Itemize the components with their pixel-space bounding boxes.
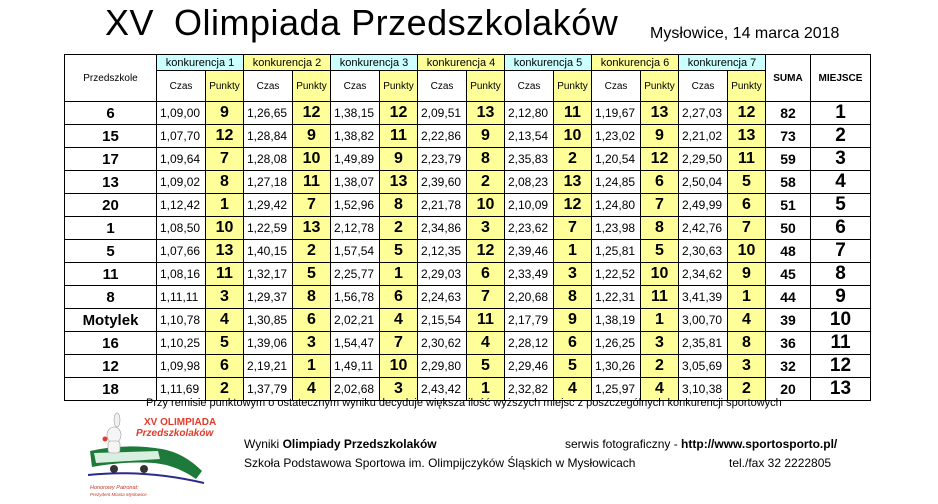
- points-cell: 7: [206, 148, 244, 171]
- time-cell: 2,30,63: [679, 240, 728, 263]
- time-cell: 2,43,42: [418, 378, 467, 401]
- time-cell: 1,09,00: [157, 102, 206, 125]
- school-cell: 11: [65, 263, 157, 286]
- points-cell: 3: [728, 355, 766, 378]
- train-icon: [88, 446, 204, 483]
- time-cell: 1,38,19: [592, 309, 641, 332]
- points-cell: 12: [467, 240, 505, 263]
- time-cell: 1,28,08: [244, 148, 293, 171]
- school-cell: 6: [65, 102, 157, 125]
- points-cell: 9: [554, 309, 592, 332]
- time-cell: 1,23,98: [592, 217, 641, 240]
- sum-cell: 73: [766, 125, 811, 148]
- school-header: Przedszkole: [65, 55, 157, 102]
- points-cell: 7: [554, 217, 592, 240]
- points-cell: 12: [728, 102, 766, 125]
- table-row: [65, 171, 871, 194]
- points-cell: 5: [380, 240, 418, 263]
- time-cell: 2,39,46: [505, 240, 554, 263]
- time-cell: 1,40,15: [244, 240, 293, 263]
- rank-header: MIEJSCE: [811, 55, 871, 102]
- time-cell: 2,29,46: [505, 355, 554, 378]
- points-cell: 3: [206, 286, 244, 309]
- points-cell: 5: [293, 263, 331, 286]
- time-cell: 2,42,76: [679, 217, 728, 240]
- time-cell: 1,30,26: [592, 355, 641, 378]
- competition-header: konkurencja 1: [157, 55, 244, 71]
- time-cell: 2,20,68: [505, 286, 554, 309]
- points-cell: 10: [467, 194, 505, 217]
- mascot-icon: [103, 413, 122, 453]
- time-cell: 3,00,70: [679, 309, 728, 332]
- time-cell: 1,07,70: [157, 125, 206, 148]
- time-cell: 1,25,97: [592, 378, 641, 401]
- points-cell: 7: [728, 217, 766, 240]
- points-cell: 3: [380, 378, 418, 401]
- points-cell: 13: [467, 102, 505, 125]
- time-cell: 1,23,02: [592, 125, 641, 148]
- time-cell: 1,39,06: [244, 332, 293, 355]
- points-cell: 11: [467, 309, 505, 332]
- rank-cell: 12: [811, 355, 871, 378]
- points-cell: 11: [728, 148, 766, 171]
- time-cell: 2,12,80: [505, 102, 554, 125]
- time-cell: 2,34,62: [679, 263, 728, 286]
- rank-cell: 2: [811, 125, 871, 148]
- points-cell: 8: [467, 148, 505, 171]
- rank-cell: 8: [811, 263, 871, 286]
- time-cell: 2,22,86: [418, 125, 467, 148]
- time-subheader: Czas: [418, 71, 467, 102]
- points-subheader: Punkty: [293, 71, 331, 102]
- time-cell: 1,56,78: [331, 286, 380, 309]
- time-cell: 2,02,68: [331, 378, 380, 401]
- points-cell: 9: [206, 102, 244, 125]
- points-cell: 10: [293, 148, 331, 171]
- logo-patron2: Prezydent Miasta Mysłowice: [90, 492, 147, 497]
- footer-school: Szkoła Podstawowa Sportowa im. Olimpijczyków Śląskich w Mysłowicach: [244, 456, 636, 470]
- time-cell: 2,39,60: [418, 171, 467, 194]
- time-cell: 1,29,42: [244, 194, 293, 217]
- time-cell: 1,25,81: [592, 240, 641, 263]
- points-cell: 9: [641, 125, 679, 148]
- points-cell: 2: [467, 171, 505, 194]
- points-cell: 7: [641, 194, 679, 217]
- time-subheader: Czas: [592, 71, 641, 102]
- school-cell: Motylek: [65, 309, 157, 332]
- footer-results-title: Olimpiady Przedszkolaków: [282, 437, 437, 451]
- time-cell: 1,24,80: [592, 194, 641, 217]
- sum-cell: 39: [766, 309, 811, 332]
- time-cell: 2,15,54: [418, 309, 467, 332]
- sum-header: SUMA: [766, 55, 811, 102]
- school-cell: 15: [65, 125, 157, 148]
- time-cell: 1,19,67: [592, 102, 641, 125]
- time-cell: 1,22,52: [592, 263, 641, 286]
- points-cell: 2: [641, 355, 679, 378]
- sum-cell: 44: [766, 286, 811, 309]
- time-cell: 2,30,62: [418, 332, 467, 355]
- table-row: [65, 102, 871, 125]
- rank-cell: 9: [811, 286, 871, 309]
- time-cell: 2,35,81: [679, 332, 728, 355]
- school-cell: 1: [65, 217, 157, 240]
- points-subheader: Punkty: [728, 71, 766, 102]
- points-cell: 5: [206, 332, 244, 355]
- footer-results-prefix: Wyniki: [244, 437, 283, 451]
- time-cell: 1,09,02: [157, 171, 206, 194]
- time-cell: 1,20,54: [592, 148, 641, 171]
- points-cell: 6: [554, 332, 592, 355]
- table-row: [65, 148, 871, 171]
- time-cell: 1,32,17: [244, 263, 293, 286]
- points-subheader: Punkty: [206, 71, 244, 102]
- school-cell: 18: [65, 378, 157, 401]
- footer-photo-link[interactable]: http://www.sportosporto.pl/: [681, 437, 838, 451]
- points-cell: 9: [293, 125, 331, 148]
- time-cell: 1,09,98: [157, 355, 206, 378]
- time-cell: 1,22,31: [592, 286, 641, 309]
- points-cell: 10: [206, 217, 244, 240]
- points-cell: 7: [380, 332, 418, 355]
- time-cell: 2,32,82: [505, 378, 554, 401]
- time-subheader: Czas: [244, 71, 293, 102]
- time-cell: 2,19,21: [244, 355, 293, 378]
- competition-header: konkurencja 4: [418, 55, 505, 71]
- title-roman: XV: [105, 2, 155, 43]
- time-cell: 1,38,07: [331, 171, 380, 194]
- time-cell: 2,29,80: [418, 355, 467, 378]
- time-cell: 1,22,59: [244, 217, 293, 240]
- time-cell: 1,26,25: [592, 332, 641, 355]
- page-title: [105, 2, 618, 44]
- time-cell: 2,23,62: [505, 217, 554, 240]
- sum-cell: 36: [766, 332, 811, 355]
- points-cell: 4: [206, 309, 244, 332]
- table-row: [65, 125, 871, 148]
- points-cell: 6: [206, 355, 244, 378]
- points-cell: 13: [206, 240, 244, 263]
- table-row: [65, 355, 871, 378]
- points-cell: 5: [554, 355, 592, 378]
- time-cell: 1,11,11: [157, 286, 206, 309]
- school-cell: 20: [65, 194, 157, 217]
- time-cell: 2,34,86: [418, 217, 467, 240]
- rank-cell: 7: [811, 240, 871, 263]
- points-cell: 1: [554, 240, 592, 263]
- rank-cell: 1: [811, 102, 871, 125]
- time-cell: 2,12,35: [418, 240, 467, 263]
- time-cell: 1,57,54: [331, 240, 380, 263]
- time-cell: 3,41,39: [679, 286, 728, 309]
- points-cell: 12: [554, 194, 592, 217]
- time-cell: 2,10,09: [505, 194, 554, 217]
- time-cell: 1,11,69: [157, 378, 206, 401]
- time-cell: 2,29,50: [679, 148, 728, 171]
- time-cell: 2,33,49: [505, 263, 554, 286]
- time-cell: 1,49,11: [331, 355, 380, 378]
- points-cell: 2: [554, 148, 592, 171]
- time-cell: 1,26,65: [244, 102, 293, 125]
- school-cell: 16: [65, 332, 157, 355]
- competition-header: konkurencja 7: [679, 55, 766, 71]
- points-cell: 12: [380, 102, 418, 125]
- time-cell: 1,12,42: [157, 194, 206, 217]
- points-subheader: Punkty: [641, 71, 679, 102]
- points-cell: 1: [380, 263, 418, 286]
- footer-results: [244, 437, 437, 451]
- sum-cell: 59: [766, 148, 811, 171]
- time-cell: 2,27,03: [679, 102, 728, 125]
- points-cell: 6: [641, 171, 679, 194]
- points-cell: 13: [380, 171, 418, 194]
- time-cell: 2,08,23: [505, 171, 554, 194]
- points-cell: 2: [380, 217, 418, 240]
- school-cell: 12: [65, 355, 157, 378]
- time-cell: 1,49,89: [331, 148, 380, 171]
- time-cell: 2,23,79: [418, 148, 467, 171]
- time-cell: 2,29,03: [418, 263, 467, 286]
- competition-header: konkurencja 2: [244, 55, 331, 71]
- points-cell: 4: [467, 332, 505, 355]
- time-cell: 1,54,47: [331, 332, 380, 355]
- place-date: Mysłowice, 14 marca 2018: [650, 25, 840, 42]
- points-cell: 8: [206, 171, 244, 194]
- time-cell: 1,10,25: [157, 332, 206, 355]
- points-cell: 6: [728, 194, 766, 217]
- rank-cell: 5: [811, 194, 871, 217]
- rank-cell: 3: [811, 148, 871, 171]
- time-cell: 1,07,66: [157, 240, 206, 263]
- table-row: [65, 332, 871, 355]
- time-cell: 2,24,63: [418, 286, 467, 309]
- points-cell: 1: [641, 309, 679, 332]
- points-cell: 4: [293, 378, 331, 401]
- time-cell: 2,02,21: [331, 309, 380, 332]
- points-cell: 11: [293, 171, 331, 194]
- time-subheader: Czas: [157, 71, 206, 102]
- time-subheader: Czas: [679, 71, 728, 102]
- school-cell: 13: [65, 171, 157, 194]
- time-cell: 1,38,15: [331, 102, 380, 125]
- points-cell: 10: [728, 240, 766, 263]
- results-table: [64, 54, 871, 401]
- table-row: [65, 217, 871, 240]
- time-cell: 2,49,99: [679, 194, 728, 217]
- time-cell: 1,52,96: [331, 194, 380, 217]
- points-cell: 4: [380, 309, 418, 332]
- school-cell: 8: [65, 286, 157, 309]
- rank-cell: 4: [811, 171, 871, 194]
- points-cell: 13: [641, 102, 679, 125]
- points-cell: 5: [641, 240, 679, 263]
- points-cell: 9: [467, 125, 505, 148]
- points-subheader: Punkty: [380, 71, 418, 102]
- points-cell: 3: [554, 263, 592, 286]
- school-cell: 5: [65, 240, 157, 263]
- time-cell: 3,10,38: [679, 378, 728, 401]
- points-cell: 7: [467, 286, 505, 309]
- sum-cell: 82: [766, 102, 811, 125]
- table-header: [65, 55, 871, 102]
- points-cell: 8: [641, 217, 679, 240]
- sum-cell: 32: [766, 355, 811, 378]
- table-row: [65, 194, 871, 217]
- time-subheader: Czas: [331, 71, 380, 102]
- points-cell: 10: [641, 263, 679, 286]
- points-cell: 2: [728, 378, 766, 401]
- competition-header: konkurencja 3: [331, 55, 418, 71]
- points-cell: 13: [293, 217, 331, 240]
- points-cell: 5: [467, 355, 505, 378]
- competition-header: konkurencja 5: [505, 55, 592, 71]
- table-row: [65, 286, 871, 309]
- time-cell: 1,28,84: [244, 125, 293, 148]
- tie-break-note: Przy remisie punktowym o ostatecznym wyniku decyduje większa ilość wyższych miejsc z poszczególnych konkurencji sportowych: [146, 397, 782, 409]
- points-cell: 2: [206, 378, 244, 401]
- rank-cell: 13: [811, 378, 871, 401]
- points-cell: 6: [293, 309, 331, 332]
- points-cell: 11: [641, 286, 679, 309]
- rank-cell: 10: [811, 309, 871, 332]
- time-cell: 2,28,12: [505, 332, 554, 355]
- points-cell: 1: [293, 355, 331, 378]
- points-cell: 11: [380, 125, 418, 148]
- points-cell: 12: [206, 125, 244, 148]
- logo-patron1: Honorowy Patronat:: [90, 485, 139, 491]
- points-cell: 8: [728, 332, 766, 355]
- sum-cell: 45: [766, 263, 811, 286]
- sum-cell: 20: [766, 378, 811, 401]
- time-cell: 1,37,79: [244, 378, 293, 401]
- points-cell: 9: [380, 148, 418, 171]
- time-cell: 1,08,16: [157, 263, 206, 286]
- time-cell: 2,12,78: [331, 217, 380, 240]
- school-cell: 17: [65, 148, 157, 171]
- points-cell: 6: [380, 286, 418, 309]
- points-cell: 8: [293, 286, 331, 309]
- results-body: [65, 102, 871, 401]
- sum-cell: 58: [766, 171, 811, 194]
- points-cell: 1: [467, 378, 505, 401]
- time-cell: 2,09,51: [418, 102, 467, 125]
- rank-cell: 11: [811, 332, 871, 355]
- points-subheader: Punkty: [467, 71, 505, 102]
- time-cell: 3,05,69: [679, 355, 728, 378]
- points-cell: 12: [641, 148, 679, 171]
- points-cell: 8: [554, 286, 592, 309]
- points-cell: 8: [380, 194, 418, 217]
- points-cell: 4: [728, 309, 766, 332]
- logo-line2: Przedszkolaków: [136, 428, 214, 439]
- points-cell: 10: [554, 125, 592, 148]
- time-cell: 1,08,50: [157, 217, 206, 240]
- olympiad-logo: [84, 413, 217, 501]
- time-subheader: Czas: [505, 71, 554, 102]
- logo-line1: XV OLIMPIADA: [144, 417, 217, 428]
- time-cell: 2,17,79: [505, 309, 554, 332]
- points-cell: 1: [206, 194, 244, 217]
- table-row: [65, 263, 871, 286]
- points-subheader: Punkty: [554, 71, 592, 102]
- sum-cell: 48: [766, 240, 811, 263]
- points-cell: 4: [641, 378, 679, 401]
- time-cell: 2,13,54: [505, 125, 554, 148]
- points-cell: 13: [728, 125, 766, 148]
- points-cell: 7: [293, 194, 331, 217]
- points-cell: 4: [554, 378, 592, 401]
- time-cell: 1,10,78: [157, 309, 206, 332]
- time-cell: 2,21,78: [418, 194, 467, 217]
- points-cell: 3: [467, 217, 505, 240]
- footer-phone: tel./fax 32 2222805: [729, 456, 832, 470]
- table-row: [65, 309, 871, 332]
- points-cell: 11: [554, 102, 592, 125]
- points-cell: 10: [380, 355, 418, 378]
- time-cell: 2,50,04: [679, 171, 728, 194]
- points-cell: 1: [728, 286, 766, 309]
- time-cell: 2,35,83: [505, 148, 554, 171]
- points-cell: 9: [728, 263, 766, 286]
- time-cell: 1,09,64: [157, 148, 206, 171]
- points-cell: 3: [293, 332, 331, 355]
- points-cell: 5: [728, 171, 766, 194]
- points-cell: 2: [293, 240, 331, 263]
- points-cell: 6: [467, 263, 505, 286]
- time-cell: 2,25,77: [331, 263, 380, 286]
- points-cell: 11: [206, 263, 244, 286]
- competition-header: konkurencja 6: [592, 55, 679, 71]
- table-row: [65, 240, 871, 263]
- sum-cell: 51: [766, 194, 811, 217]
- time-cell: 1,30,85: [244, 309, 293, 332]
- title-text: Olimpiada Przedszkolaków: [174, 2, 619, 43]
- time-cell: 1,24,85: [592, 171, 641, 194]
- footer-photo-prefix: serwis fotograficzny -: [565, 437, 682, 451]
- sum-cell: 50: [766, 217, 811, 240]
- time-cell: 1,27,18: [244, 171, 293, 194]
- points-cell: 12: [293, 102, 331, 125]
- points-cell: 13: [554, 171, 592, 194]
- rank-cell: 6: [811, 217, 871, 240]
- footer-photo: [565, 437, 837, 451]
- time-cell: 2,21,02: [679, 125, 728, 148]
- time-cell: 1,29,37: [244, 286, 293, 309]
- time-cell: 1,38,82: [331, 125, 380, 148]
- points-cell: 3: [641, 332, 679, 355]
